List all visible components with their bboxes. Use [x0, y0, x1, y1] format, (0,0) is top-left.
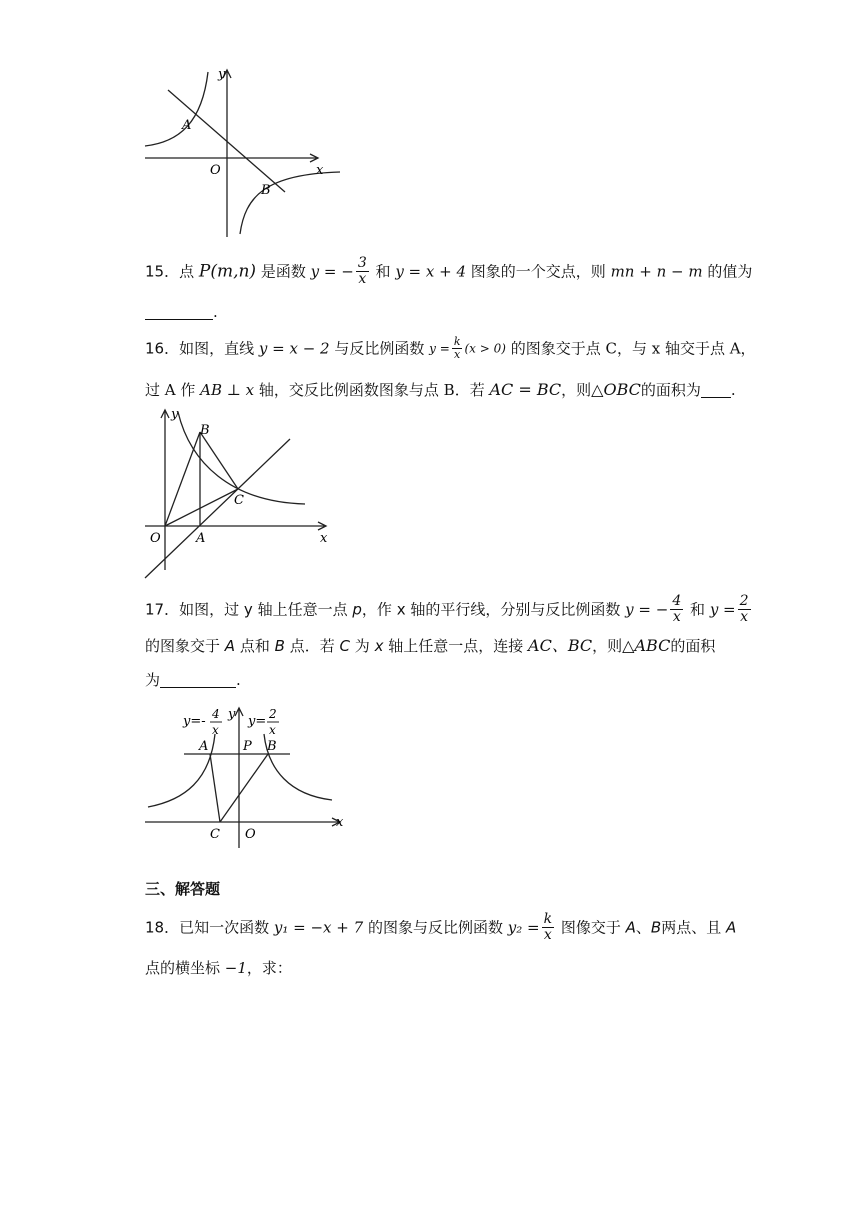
- text: 点的横坐标: [145, 959, 221, 977]
- text: 的面积为: [640, 381, 701, 399]
- text: 如图，直线: [179, 339, 255, 358]
- label-y: y: [218, 67, 226, 82]
- text: 的图象交于点 C，与 x 轴交于点 A，: [510, 339, 756, 358]
- text: ，求：: [246, 959, 292, 977]
- text: 点: [179, 262, 195, 281]
- segment-ob: [165, 432, 200, 526]
- linear-function: y₁ = −x + 7: [273, 918, 364, 937]
- label-y: y: [228, 707, 236, 722]
- formula-lhs: y =: [429, 341, 450, 356]
- text: 与反比例函数: [334, 339, 425, 358]
- text: B: [274, 637, 285, 655]
- label-a: A: [199, 739, 209, 754]
- numerator: 3: [357, 255, 367, 271]
- segment-ac: [210, 754, 220, 822]
- fraction: [356, 256, 369, 287]
- triangle: △OBC: [591, 380, 641, 399]
- text: A: [625, 918, 636, 937]
- condition: AC = BC: [489, 380, 562, 399]
- text: 和: [375, 262, 391, 281]
- hyperbola-branch-left: [145, 72, 208, 146]
- question-number: 16．: [145, 339, 180, 358]
- label-x: x: [316, 163, 324, 178]
- label-f1-num: 4: [212, 707, 220, 721]
- hyperbola-branch-right: [240, 172, 340, 234]
- text: ，则: [592, 637, 623, 655]
- label-c: C: [210, 827, 220, 842]
- label-origin: O: [210, 163, 221, 178]
- label-f2-den: x: [269, 723, 276, 737]
- numerator: 4: [672, 593, 682, 609]
- question-17-line-1: [145, 594, 753, 625]
- fraction: [670, 594, 683, 625]
- text: 已知一次函数: [179, 918, 270, 937]
- label-b: B: [267, 739, 277, 754]
- formula-lhs: y =: [709, 600, 736, 619]
- text: 的面积: [670, 637, 716, 655]
- text: 和: [690, 600, 706, 619]
- text: 的图象交于: [145, 637, 221, 655]
- blank[interactable]: [701, 383, 731, 398]
- text: 如图，过: [179, 600, 240, 619]
- numerator: k: [453, 335, 461, 348]
- label-f2-num: 2: [269, 707, 277, 721]
- label-origin: O: [150, 531, 161, 546]
- formula: y = x + 4: [395, 262, 466, 281]
- text: 轴上任意一点: [257, 600, 348, 619]
- label-x: x: [320, 531, 328, 546]
- numerator: k: [543, 911, 553, 927]
- label-origin: O: [245, 827, 256, 842]
- answer-blank-15: [145, 300, 218, 323]
- text: 、: [635, 918, 651, 937]
- period: .: [236, 671, 241, 689]
- label-c: C: [234, 493, 244, 508]
- question-15: [145, 256, 752, 287]
- figure-q16: [140, 402, 340, 582]
- text: 的图象与反比例函数: [367, 918, 503, 937]
- segment-oc: [165, 489, 238, 526]
- text: B: [650, 918, 662, 937]
- label-a: A: [182, 118, 192, 133]
- text: 为: [145, 671, 161, 689]
- denominator: x: [543, 927, 552, 943]
- label-f1-den: x: [212, 723, 219, 737]
- label-y: y: [171, 407, 179, 422]
- hyperbola: [178, 412, 305, 504]
- line-ac: [145, 439, 290, 578]
- fraction: [452, 336, 463, 361]
- fraction: [542, 912, 554, 943]
- blank[interactable]: [160, 673, 236, 688]
- question-number: 18．: [145, 918, 180, 937]
- text: C: [339, 637, 350, 655]
- question-number: 15．: [145, 262, 180, 281]
- formula-lhs: y = −: [625, 600, 669, 619]
- text: 图象的一个交点，则: [470, 262, 606, 281]
- text: A: [726, 918, 737, 937]
- text: x: [374, 637, 384, 655]
- blank[interactable]: [145, 305, 213, 320]
- label-a: A: [196, 531, 206, 546]
- fraction: [738, 594, 751, 625]
- text: 点．若: [289, 637, 335, 655]
- text: ，则: [561, 381, 592, 399]
- text: ，作: [361, 600, 392, 619]
- period: .: [213, 303, 218, 321]
- text: 两点、且: [661, 918, 722, 937]
- period: .: [730, 381, 736, 399]
- text: 为: [354, 637, 370, 655]
- label-p: P: [243, 739, 252, 754]
- condition: (x > 0): [464, 341, 506, 356]
- value: −1: [224, 959, 247, 977]
- triangle: △ABC: [622, 636, 671, 655]
- text: 是函数: [260, 262, 306, 281]
- denominator: x: [358, 271, 367, 287]
- figure-q14: [140, 62, 340, 242]
- denominator: x: [740, 609, 749, 625]
- text: 图像交于: [560, 918, 621, 937]
- line-equation: y = x − 2: [258, 339, 330, 358]
- formula-lhs: y = −: [310, 262, 354, 281]
- segment-bc: [200, 432, 238, 489]
- figure-q17: [140, 700, 350, 850]
- text: x: [396, 600, 406, 619]
- text: 轴的平行线，分别与反比例函数: [410, 600, 621, 619]
- segment-bc: [220, 754, 268, 822]
- question-17-line-2: [145, 634, 715, 657]
- question-number: 17．: [145, 600, 180, 619]
- expression: mn + n − m: [610, 262, 703, 281]
- formula-lhs: y₂ =: [507, 918, 540, 937]
- text: 点和: [239, 637, 270, 655]
- question-18-line-1: [145, 912, 736, 943]
- label-b: B: [200, 423, 210, 438]
- question-16-line-1: [145, 336, 756, 361]
- text: 过 A 作: [145, 381, 196, 399]
- question-17-line-3: [145, 668, 241, 691]
- text: 的值为: [707, 262, 753, 281]
- segments: AC、BC: [528, 636, 593, 655]
- numerator: 2: [739, 593, 749, 609]
- text: A: [224, 637, 236, 655]
- denominator: x: [672, 609, 681, 625]
- denominator: x: [454, 348, 461, 361]
- label-x: x: [336, 815, 344, 830]
- label-f2-lhs: y=: [248, 714, 267, 729]
- label-b: B: [261, 183, 271, 198]
- point-p: P(m,n): [198, 261, 257, 282]
- question-18-line-2: [145, 956, 292, 979]
- text: p: [352, 600, 362, 619]
- text: 轴上任意一点，连接: [388, 637, 524, 655]
- text: y: [243, 600, 253, 619]
- text: 轴，交反比例函数图象与点 B．若: [258, 381, 485, 399]
- perpendicular: AB ⊥ x: [200, 381, 255, 399]
- section-heading: 三、解答题: [145, 880, 221, 898]
- label-f1-lhs: y=-: [183, 714, 206, 729]
- question-16-line-2: [145, 378, 736, 401]
